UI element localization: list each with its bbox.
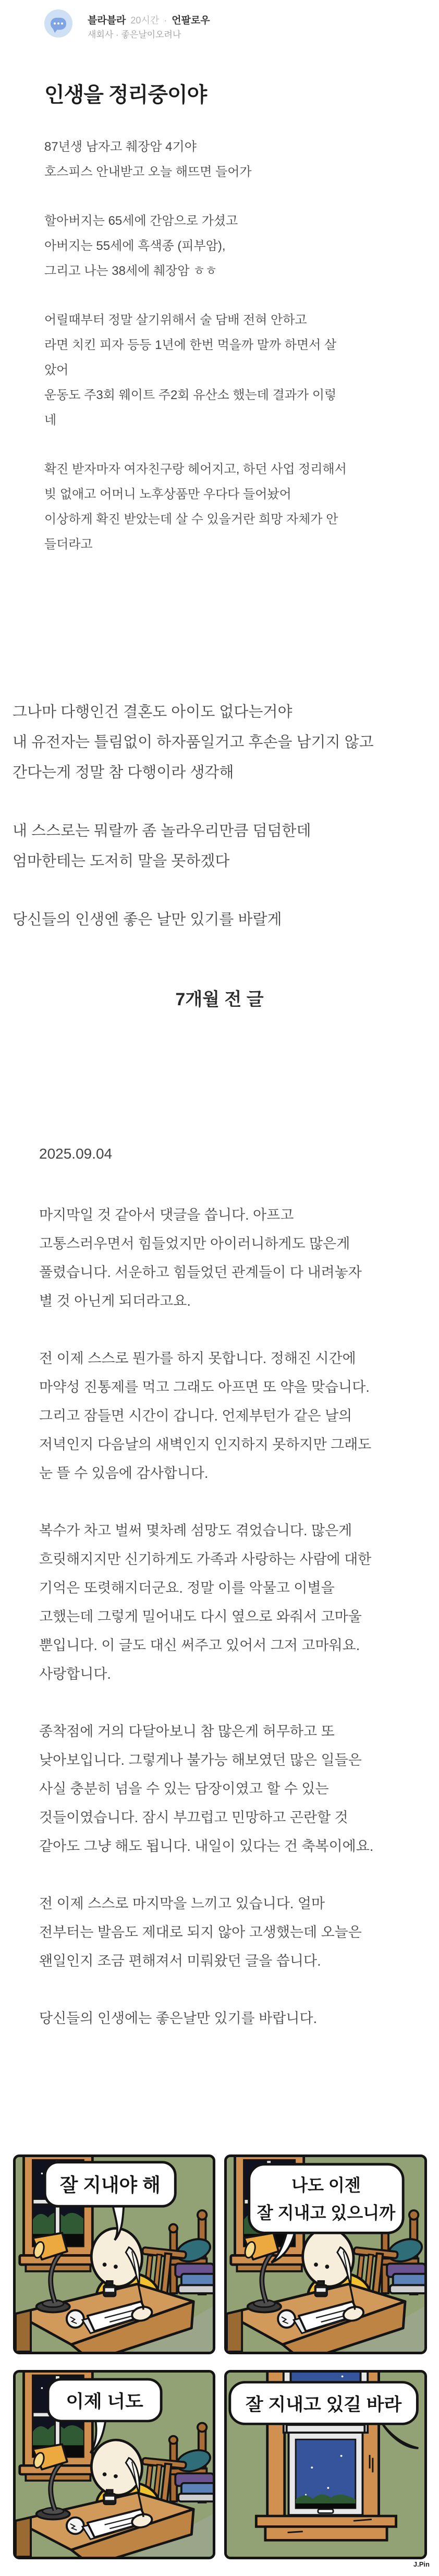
- comment-line: 눈 뜰 수 있음에 감사합니다.: [39, 1465, 209, 1481]
- comment-line: 사랑합니다.: [39, 1666, 111, 1682]
- post-line: 어릴때부터 정말 살기위해서 술 담배 전혀 안하고: [44, 313, 307, 327]
- comment-line: 그리고 잠들면 시간이 갑니다. 언제부턴가 같은 날의: [39, 1408, 352, 1424]
- comment-line: 전 이제 스스로 뭔가를 하지 못합니다. 정해진 시간에: [39, 1351, 356, 1366]
- paragraph: [44, 135, 430, 185]
- comment-line: 같아도 그냥 해도 됩니다. 내일이 있다는 건 축복이에요.: [39, 1838, 374, 1854]
- header-row: [88, 13, 210, 27]
- comment-line: 흐릿해지지만 신기하게도 가족과 사랑하는 사람에 대한: [39, 1551, 372, 1567]
- speech-bubble-text: 이제 너도: [66, 2391, 143, 2412]
- post-meta: 새회사 · 좋은날이오려나: [88, 30, 181, 40]
- post-line: 엄마한테는 도저히 말을 못하겠다: [13, 853, 230, 870]
- comment-date: 2025.09.04: [39, 1146, 113, 1162]
- comment-line: 왠일인지 조금 편해져서 미뤄왔던 글을 씁니다.: [39, 1953, 321, 1969]
- post-line: 았어: [44, 363, 69, 377]
- post-line: 그나마 다행인건 결혼도 아이도 없다는거야: [13, 704, 292, 720]
- paragraph: [13, 816, 435, 876]
- comment-line: 전부터는 발음도 제대로 되지 않아 고생했는데 오늘은: [39, 1924, 362, 1940]
- post-line: 아버지는 55세에 흑색종 (피부암),: [44, 239, 226, 253]
- post-body-section-1: [44, 135, 430, 581]
- post-line: 내 유전자는 틀림없이 하자품일거고 후손을 남기지 않고: [13, 734, 374, 751]
- paragraph: [44, 308, 430, 433]
- comic-strip: [13, 2154, 427, 2559]
- paragraph: [13, 905, 435, 935]
- comment-line: 복수가 차고 벌써 몇차례 섬망도 겪었습니다. 많은게: [39, 1523, 352, 1538]
- comment-line: 낮아보입니다. 그렇게나 불가능 해보였던 많은 일들은: [39, 1752, 362, 1768]
- comment-line: 당신들의 인생에는 좋은날만 있기를 바랍니다.: [39, 2011, 318, 2026]
- post-line: 빚 없애고 어머니 노후상품만 우다다 들어놨어: [44, 487, 291, 501]
- speech-bubble-text: 잘 지내야 해: [59, 2174, 161, 2196]
- comment-line: 별 것 아닌게 되더라고요.: [39, 1293, 191, 1309]
- post-line: 당신들의 인생엔 좋은 날만 있기를 바랄게: [13, 911, 282, 928]
- post-line: 87년생 남자고 췌장암 4기야: [44, 140, 197, 154]
- comic-panel-1: [13, 2154, 215, 2354]
- post-time: 20시간: [130, 15, 160, 26]
- comment-line: 고통스러우면서 힘들었지만 아이러니하게도 많은게: [39, 1236, 350, 1251]
- paragraph: [39, 1717, 425, 1861]
- post-line: 라면 치킨 피자 등등 1년에 한번 먹을까 말까 하면서 살: [44, 338, 337, 352]
- comic-panel-4: [224, 2370, 427, 2559]
- post-line: 확진 받자마자 여자친구랑 헤어지고, 하던 사업 정리해서: [44, 462, 347, 476]
- post-line: 운동도 주3회 웨이트 주2회 유산소 했는데 결과가 이렇: [44, 388, 337, 402]
- comic-panel-3: [13, 2370, 215, 2559]
- comment-line: 마약성 진통제를 먹고 그래도 아프면 또 약을 맞습니다.: [39, 1379, 370, 1395]
- paragraph: [44, 209, 430, 284]
- comment-line: 저녁인지 다음날의 새벽인지 인지하지 못하지만 그래도: [39, 1437, 372, 1452]
- comment-line: 마지막일 것 같아서 댓글을 씁니다. 아프고: [39, 1207, 294, 1223]
- comment-line: 뿐입니다. 이 글도 대신 써주고 있어서 그저 고마워요.: [39, 1638, 360, 1653]
- comment-line: 전 이제 스스로 마지막을 느끼고 있습니다. 얼마: [39, 1896, 325, 1911]
- post-line: 네: [44, 413, 57, 427]
- comment-line: 기억은 또렷해지더군요. 정말 이를 악물고 이별을: [39, 1580, 335, 1596]
- seven-months-ago-label: 7개월 전 글: [175, 990, 264, 1009]
- paragraph: [13, 697, 435, 788]
- comic-panel-2: [224, 2154, 427, 2354]
- comment-line: 풀렸습니다. 서운하고 힘들었던 관계들이 다 내려놓자: [39, 1265, 362, 1280]
- post-line: 할아버지는 65세에 간암으로 가셨고: [44, 214, 238, 228]
- unfollow-button[interactable]: 언팔로우: [172, 15, 210, 26]
- dot-separator: ·: [164, 15, 167, 26]
- chat-bubble-icon: [51, 18, 66, 30]
- comment-line: 사실 충분히 넘을 수 있는 담장이였고 할 수 있는: [39, 1781, 329, 1797]
- comment-line: 것들이였습니다. 잠시 부끄럽고 민망하고 곤란할 것: [39, 1810, 348, 1825]
- paragraph: [39, 1344, 425, 1488]
- paragraph: [44, 457, 430, 557]
- speech-bubble-text: 잘 지내고 있길 바라: [245, 2395, 402, 2415]
- post-line: 이상하게 확진 받았는데 살 수 있을거란 희망 자체가 안: [44, 512, 338, 526]
- paragraph: [39, 2004, 425, 2033]
- comment-body-section: [39, 1201, 425, 2062]
- paragraph: [39, 1201, 425, 1316]
- post-line: 내 스스로는 뭐랄까 좀 놀라우리만큼 덤덤한데: [13, 823, 311, 839]
- paragraph: [39, 1516, 425, 1689]
- paragraph: [39, 1889, 425, 1976]
- post-title: 인생을 정리중이야: [44, 83, 207, 106]
- post-line: 간다는게 정말 참 다행이라 생각해: [13, 764, 234, 781]
- post-body-section-2: [13, 697, 435, 963]
- avatar: [44, 9, 72, 38]
- post-line: 그리고 나는 38세에 췌장암 ㅎㅎ: [44, 264, 217, 278]
- comment-line: 고했는데 그렇게 밀어내도 다시 옆으로 와줘서 고마울: [39, 1609, 362, 1624]
- speech-bubble-text: 잘 지내고 있으니까: [257, 2203, 396, 2222]
- artist-signature: J.Pin: [413, 2560, 430, 2568]
- comment-line: 종착점에 거의 다달아보니 참 많은게 허무하고 또: [39, 1724, 335, 1739]
- author-name: 블라블라: [88, 15, 126, 26]
- post-line: 들더라고: [44, 537, 93, 551]
- post-line: 호스피스 안내받고 오늘 해뜨면 들어가: [44, 165, 252, 179]
- speech-bubble-text: 나도 이젠: [291, 2175, 361, 2195]
